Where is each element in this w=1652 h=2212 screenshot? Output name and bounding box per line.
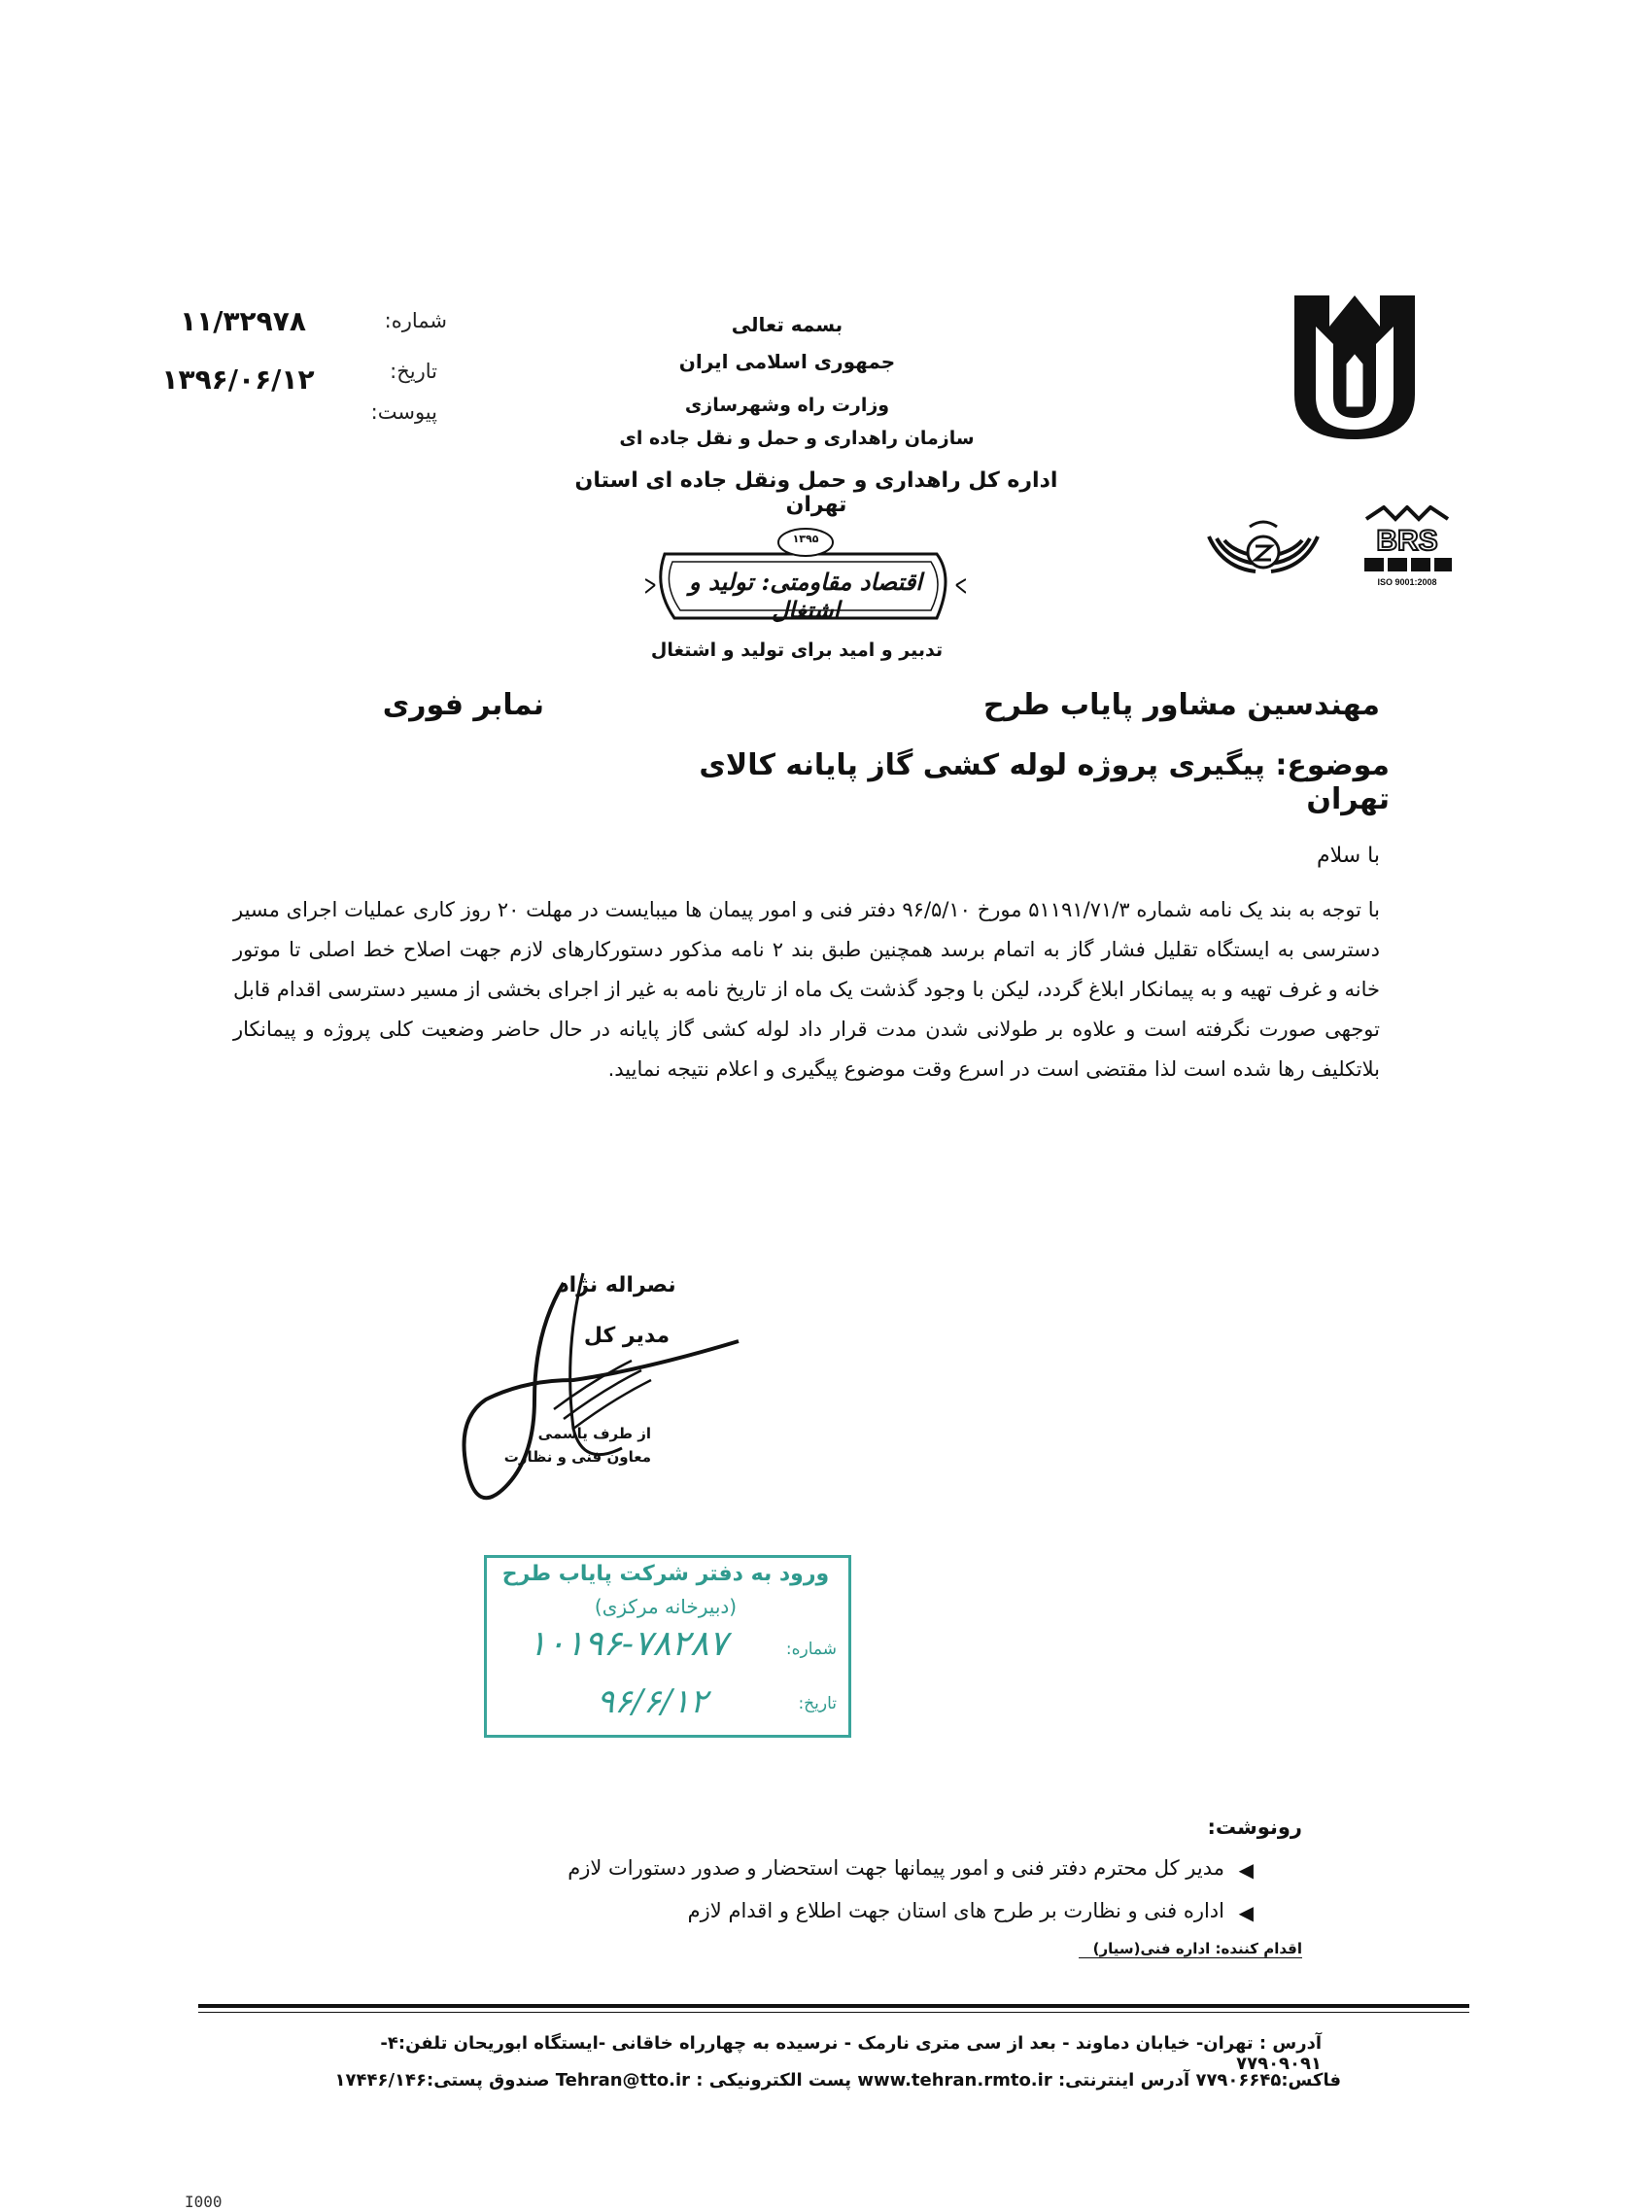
arrow-bullet-icon: ◀ [1238, 1858, 1254, 1882]
slogan-text: اقتصاد مقاومتی: تولید و اشتغال [689, 568, 922, 624]
organization-name: سازمان راهداری و حمل و نقل جاده ای [619, 428, 975, 449]
winged-emblem [1201, 513, 1325, 581]
cc-item-text: مدیر کل محترم دفتر فنی و امور پیمانها جهت استحضار و صدور دستورات لازم [568, 1856, 1224, 1880]
attachment-label: پیوست: [370, 400, 437, 424]
signature-block [428, 1254, 777, 1526]
brs-certificate-logo [1360, 505, 1454, 589]
slogan-banner [645, 525, 966, 626]
date-label: تاریخ: [390, 360, 437, 383]
letter-body: با توجه به بند یک نامه شماره ۵۱۱۹۱/۷۱/۳ مورخ ۹۶/۵/۱۰ دفتر فنی و امور پیمان ها میبایست در مهلت ۲۰ روز کاری عملیات اجرای مسیر دسترسی به ایستگاه تقلیل فشار گاز به اتمام برسد همچنین طبق بند ۲ نامه مذکور دستورکارهای لازم جهت اصلاح خط اصلی تا موتور خانه و غرف تهیه و به پیمانکار ابلاغ گردد، لیکن با وجود گذشت یک ماه از تاریخ نامه به غیر از اجرای بخشی از مسیر دسترسی اقدام قابل توجهی صورت نگرفته است و علاوه بر طولانی شدن مدت قرار داد لوله کشی گاز پایانه در حال حاضر وضعیت کلی پروژه و پیمانکار بلاتکلیف رها شده است لذا مقتضی است در اسرع وقت موضوع پیگیری و اعلام نتیجه نمایید. [233, 898, 1381, 1081]
fax-urgent-label: نمابر فوری [382, 688, 544, 722]
received-stamp [484, 1555, 851, 1738]
stamp-number-label: شماره: [785, 1640, 837, 1659]
stamp-date-label: تاریخ: [798, 1694, 837, 1713]
ministry-road-logo [1291, 288, 1419, 443]
letter-number: ۱۱/۳۲۹۷۸ [180, 305, 306, 337]
iso-text: ISO 9001:2008 [1377, 577, 1437, 587]
page-mark: I000 [185, 2193, 223, 2211]
stamp-line1: ورود به دفتر شرکت پایاب طرح [501, 1562, 830, 1586]
cc-item-text: اداره فنی و نظارت بر طرح های استان جهت اطلاع و اقدام لازم [687, 1899, 1224, 1922]
brs-certificate-icon [1360, 505, 1454, 589]
ministry-name: وزارت راه وشهرسازی [684, 395, 890, 416]
cc-label: رونوشت: [1207, 1815, 1302, 1839]
department-name: اداره کل راهداری و حمل ونقل جاده ای استان تهران [574, 468, 1058, 517]
footer-contact: فاکس:۷۷۹۰۶۶۴۵ آدرس اینترنتی: www.tehran.rmto.ir پست الکترونیکی : Tehran@tto.ir صندوق پستی:۱۷۴۴۶/۱۴۶ [334, 2070, 1341, 2091]
footer-address: آدرس : تهران- خیابان دماوند - بعد از سی متری نارمک - نرسیده به چهارراه خاقانی -ایستگاه ابوریحان تلفن:۴- ۷۷۹۰۹۰۹۱ [380, 2033, 1322, 2074]
signatory-title: مدیر کل [583, 1324, 671, 1348]
recipient: مهندسین مشاور پایاب طرح [982, 688, 1380, 722]
stamp-number-value: ۱۰۱۹۶-۷۸۲۸۷ [528, 1624, 728, 1664]
cc-item-2 [505, 1899, 1254, 1930]
stamp-line2: (دبیرخانه مرکزی) [594, 1595, 738, 1618]
basmala: بسمه تعالی [731, 313, 843, 336]
brs-text: BRS [1376, 525, 1438, 557]
cc-item-1 [505, 1856, 1254, 1887]
letter-date: ۱۳۹۶/۰۶/۱۲ [161, 363, 315, 396]
slogan-year: ۱۳۹۵ [792, 533, 819, 545]
signatory-name: نصراله نژاد [558, 1273, 676, 1297]
stamp-date-value: ۹۶/۶/۱۲ [596, 1682, 708, 1721]
ministry-road-logo-icon [1291, 288, 1419, 443]
country-name: جمهوری اسلامی ایران [678, 350, 896, 373]
deputy-title: معاون فنی و نظارت [503, 1448, 651, 1466]
subject: موضوع: پیگیری پروژه لوله کشی گاز پایانه کالای تهران [699, 748, 1390, 816]
slogan-tagline: تدبیر و امید برای تولید و اشتغال [650, 639, 944, 661]
winged-emblem-icon [1201, 513, 1325, 581]
number-label: شماره: [384, 309, 447, 332]
action-by: اقدام کننده: اداره فنی(سیار) [1079, 1940, 1302, 1958]
footer-rule [198, 2004, 1469, 2008]
on-behalf-of: از طرف یاسمی [537, 1425, 651, 1442]
footer-rule-thin [198, 2012, 1469, 2013]
greeting: با سلام [1316, 844, 1380, 868]
arrow-bullet-icon: ◀ [1238, 1901, 1254, 1924]
